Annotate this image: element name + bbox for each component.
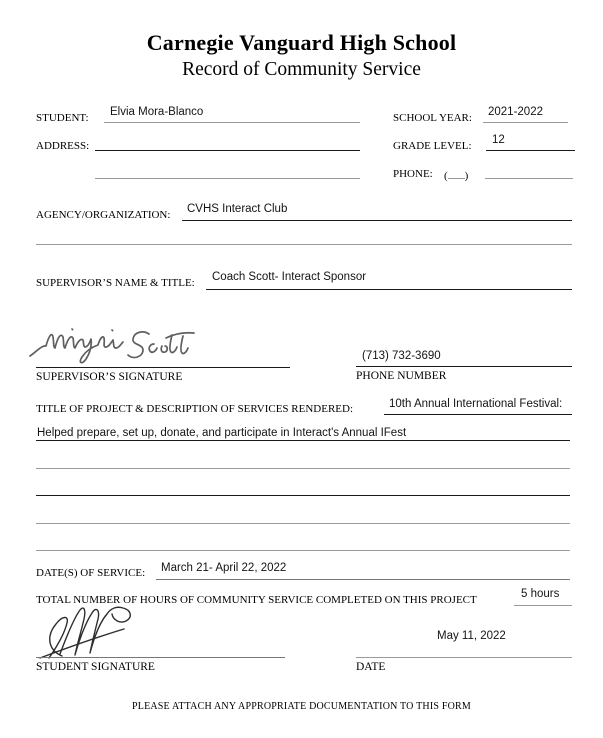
grade-level-field-line bbox=[486, 150, 575, 151]
date-label: DATE bbox=[356, 661, 386, 673]
page-subtitle: Record of Community Service bbox=[182, 59, 421, 80]
phone-number-line bbox=[356, 366, 572, 367]
student-signature-handwriting bbox=[34, 602, 186, 660]
description-line-1 bbox=[36, 440, 570, 441]
total-hours-label: TOTAL NUMBER OF HOURS OF COMMUNITY SERVICE COMPLETED ON THIS PROJECT bbox=[36, 594, 477, 606]
project-title-line bbox=[384, 414, 572, 415]
student-signature-line bbox=[36, 657, 285, 658]
phone-number-label: PHONE NUMBER bbox=[356, 370, 447, 382]
student-field-line bbox=[104, 122, 360, 123]
page-title: Carnegie Vanguard High School bbox=[146, 30, 457, 55]
total-hours-value: 5 hours bbox=[521, 588, 560, 600]
agency-value: CVHS Interact Club bbox=[187, 203, 288, 215]
project-title-value: 10th Annual International Festival: bbox=[389, 398, 563, 410]
total-hours-line bbox=[514, 605, 572, 606]
student-value: Elvia Mora-Blanco bbox=[110, 106, 204, 118]
description-line-3 bbox=[36, 495, 570, 496]
date-line bbox=[356, 657, 572, 658]
address-field-line-2 bbox=[95, 178, 360, 179]
agency-field-line-1 bbox=[182, 220, 572, 221]
phone-area-code-line bbox=[448, 168, 465, 179]
supervisor-name-label: SUPERVISOR’S NAME & TITLE: bbox=[36, 277, 195, 289]
supervisor-name-value: Coach Scott- Interact Sponsor bbox=[212, 271, 367, 283]
dates-of-service-value: March 21- April 22, 2022 bbox=[161, 562, 287, 574]
agency-label: AGENCY/ORGANIZATION: bbox=[36, 209, 171, 221]
school-year-label: SCHOOL YEAR: bbox=[393, 112, 472, 124]
project-description-value: Helped prepare, set up, donate, and participate in Interact's Annual IFest bbox=[37, 427, 407, 439]
phone-number-value: (713) 732-3690 bbox=[362, 350, 441, 362]
agency-field-line-2 bbox=[36, 244, 572, 245]
address-field-line-1 bbox=[95, 150, 360, 151]
supervisor-signature-line bbox=[36, 367, 290, 368]
description-line-2 bbox=[36, 468, 570, 469]
school-year-field-line bbox=[483, 122, 568, 123]
supervisor-signature-label: SUPERVISOR’S SIGNATURE bbox=[36, 371, 183, 383]
project-title-label: TITLE OF PROJECT & DESCRIPTION OF SERVICES RENDERED: bbox=[36, 403, 354, 415]
student-signature-label: STUDENT SIGNATURE bbox=[36, 661, 155, 673]
footer-note: PLEASE ATTACH ANY APPROPRIATE DOCUMENTATION TO THIS FORM bbox=[132, 701, 471, 712]
description-line-4 bbox=[36, 523, 570, 524]
grade-level-value: 12 bbox=[492, 134, 505, 146]
supervisor-signature-handwriting bbox=[26, 325, 244, 369]
phone-area-code-blank: ( ) bbox=[444, 170, 469, 182]
description-line-5 bbox=[36, 550, 570, 551]
dates-of-service-line bbox=[156, 579, 570, 580]
supervisor-name-field-line bbox=[206, 289, 572, 290]
date-value: May 11, 2022 bbox=[437, 630, 506, 642]
school-year-value: 2021-2022 bbox=[488, 106, 543, 118]
phone-field-line bbox=[485, 178, 573, 179]
phone-label: PHONE: bbox=[393, 168, 433, 180]
student-label: STUDENT: bbox=[36, 112, 89, 124]
address-label: ADDRESS: bbox=[36, 140, 90, 152]
dates-of-service-label: DATE(S) OF SERVICE: bbox=[36, 567, 146, 579]
grade-level-label: GRADE LEVEL: bbox=[393, 140, 472, 152]
